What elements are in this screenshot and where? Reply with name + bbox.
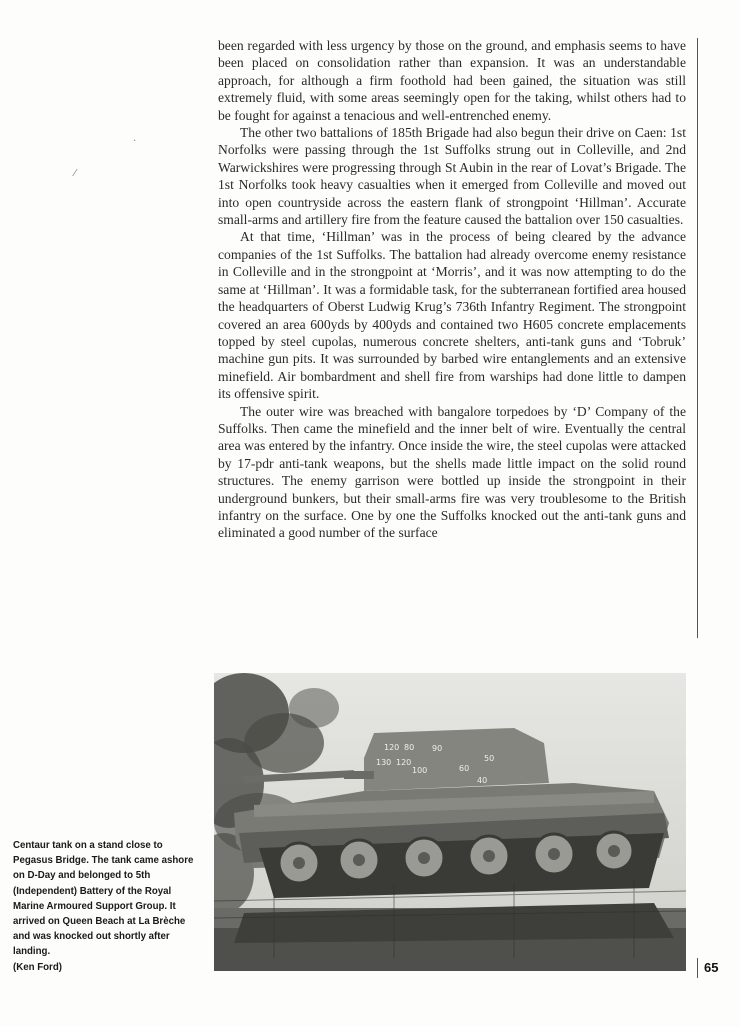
centaur-tank-image xyxy=(214,673,686,971)
scan-mark: ⁄ xyxy=(74,168,76,179)
page-number: 65 xyxy=(704,960,719,975)
caption-text: Centaur tank on a stand close to Pegasus Bridge. The tank came ashore on D-Day and belonged to 5th (Independent) Battery of the Royal Marine Armoured Support Group. It arrived on Queen Beach at La Brèche and was knocked out shortly after landing. xyxy=(13,840,194,958)
svg-text:120: 120 xyxy=(384,743,400,752)
tank-photo xyxy=(214,673,686,971)
svg-text:120: 120 xyxy=(396,758,412,767)
paragraph: At that time, ‘Hillman’ was in the process of being cleared by the advance companies of the 1st Suffolks. The battalion had already overcome enemy resistance in Colleville and in the strongpoint at ‘Morris’, and it was now attempting to do the same at ‘Hillman’. It was a formidable task, for the subterranean fortified area housed the headquarters of Oberst Ludwig Krug’s 736th Infantry Regiment. The strongpoint covered an area 600yds by 400yds and contained two H605 concrete emplacements topped by steel cupolas, numerous concrete shelters, anti-tank guns and ‘Tobruk’ machine gun pits. It was surrounded by barbed wire entanglements and an extensive minefield. Air bombardment and shell fire from warships had done little to dampen its offensive spirit. xyxy=(218,229,686,402)
svg-text:60: 60 xyxy=(459,764,470,773)
photo-caption xyxy=(13,838,198,975)
svg-text:80: 80 xyxy=(404,743,415,752)
margin-rule-lower xyxy=(697,958,698,978)
paragraph: been regarded with less urgency by those on the ground, and emphasis seems to have been placed on consolidation rather than expansion. It was an understandable approach, for although a firm foothold had been gained, the situation was still extremely fluid, with some areas seemingly open for the taking, whilst others had to be fought for against a tenacious and well-entrenched enemy. xyxy=(218,38,686,123)
svg-text:130: 130 xyxy=(376,758,392,767)
paragraph: The other two battalions of 185th Brigade had also begun their drive on Caen: 1st Norfolks were passing through the 1st Suffolks strung out in Colleville, and 2nd Warwickshires were progressing through St Aubin in the rear of Lovat’s Brigade. The 1st Norfolks took heavy casualties when it emerged from Colleville and moved out into open countryside across the eastern flank of strongpoint ‘Hillman’. Accurate small-arms and artillery fire from the feature caused the battalion over 150 casualties. xyxy=(218,125,686,228)
svg-text:50: 50 xyxy=(484,754,495,763)
svg-text:40: 40 xyxy=(477,776,488,785)
paragraph: The outer wire was breached with bangalore torpedoes by ‘D’ Company of the Suffolks. Then came the minefield and the inner belt of wire. Eventually the central area was entered by the infantry. Once inside the wire, the steel cupolas were attacked by 17-pdr anti-tank weapons, but the shells made little impact on the solid round structures. The enemy garrison were bottled up inside the strongpoint in their underground bunkers, but their small-arms fire was very troublesome to the British infantry on the surface. One by one the Suffolks knocked out the anti-tank guns and eliminated a good number of the surface xyxy=(218,403,686,541)
body-text xyxy=(218,37,686,542)
caption-credit: (Ken Ford) xyxy=(13,961,62,973)
margin-rule xyxy=(697,38,698,638)
scan-mark: · xyxy=(133,136,137,147)
svg-text:100: 100 xyxy=(412,766,428,775)
svg-text:90: 90 xyxy=(432,744,443,753)
